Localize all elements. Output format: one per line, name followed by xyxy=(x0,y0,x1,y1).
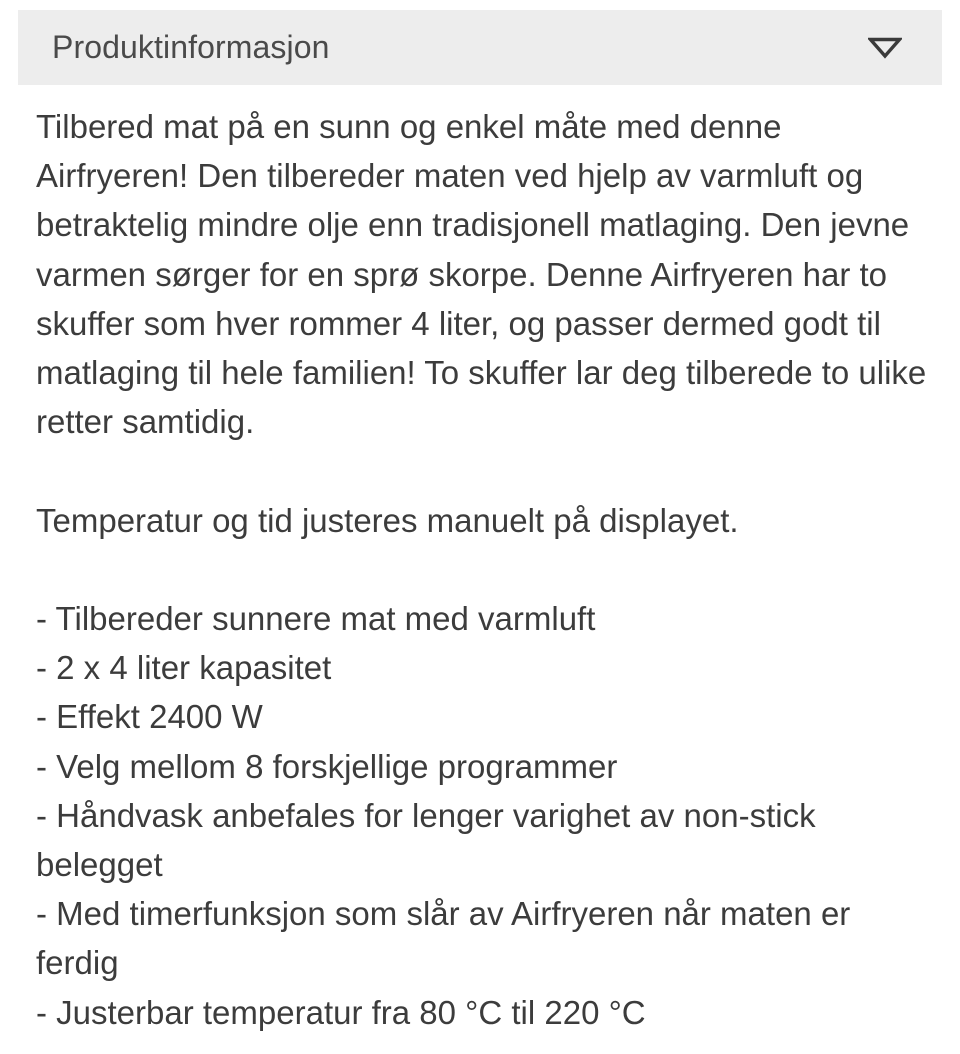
accordion-title: Produktinformasjon xyxy=(52,29,330,65)
product-description xyxy=(36,102,936,1037)
feature-item: - Tilbereder sunnere mat med varmluft xyxy=(36,600,596,637)
feature-item: - Håndvask anbefales for lenger varighet av non-stick belegget xyxy=(36,796,816,884)
feature-list xyxy=(36,594,936,1037)
accordion-header-produktinformasjon[interactable] xyxy=(18,10,942,85)
feature-item: - Effekt 2400 W xyxy=(36,698,263,736)
feature-item: - 2 x 4 liter kapasitet xyxy=(36,649,332,687)
feature-item: - Justerbar temperatur fra 80 °C til 220 °C xyxy=(36,993,646,1031)
feature-item: - Med timerfunksjon som slår av Airfryeren når maten er ferdig xyxy=(36,895,851,982)
paragraph-spacer xyxy=(36,446,936,495)
description-paragraph: Temperatur og tid justeres manuelt på displayet. xyxy=(36,501,739,539)
description-paragraph: Tilbered mat på en sunn og enkel måte med denne Airfryeren! Den tilbereder maten ved hjelp av varmluft og betraktelig mindre olje enn tradisjonell matlaging. Den jevne varmen sørger for en sprø skorpe. Denne Airfryeren har to skuffer som hver rommer 4 liter, og passer dermed godt til matlaging til hele familien! To skuffer lar deg tilberede to ulike retter samtidig. xyxy=(36,108,927,441)
chevron-down-icon[interactable] xyxy=(868,37,902,59)
paragraph-spacer xyxy=(36,545,936,594)
feature-item: - Velg mellom 8 forskjellige programmer xyxy=(36,747,618,785)
